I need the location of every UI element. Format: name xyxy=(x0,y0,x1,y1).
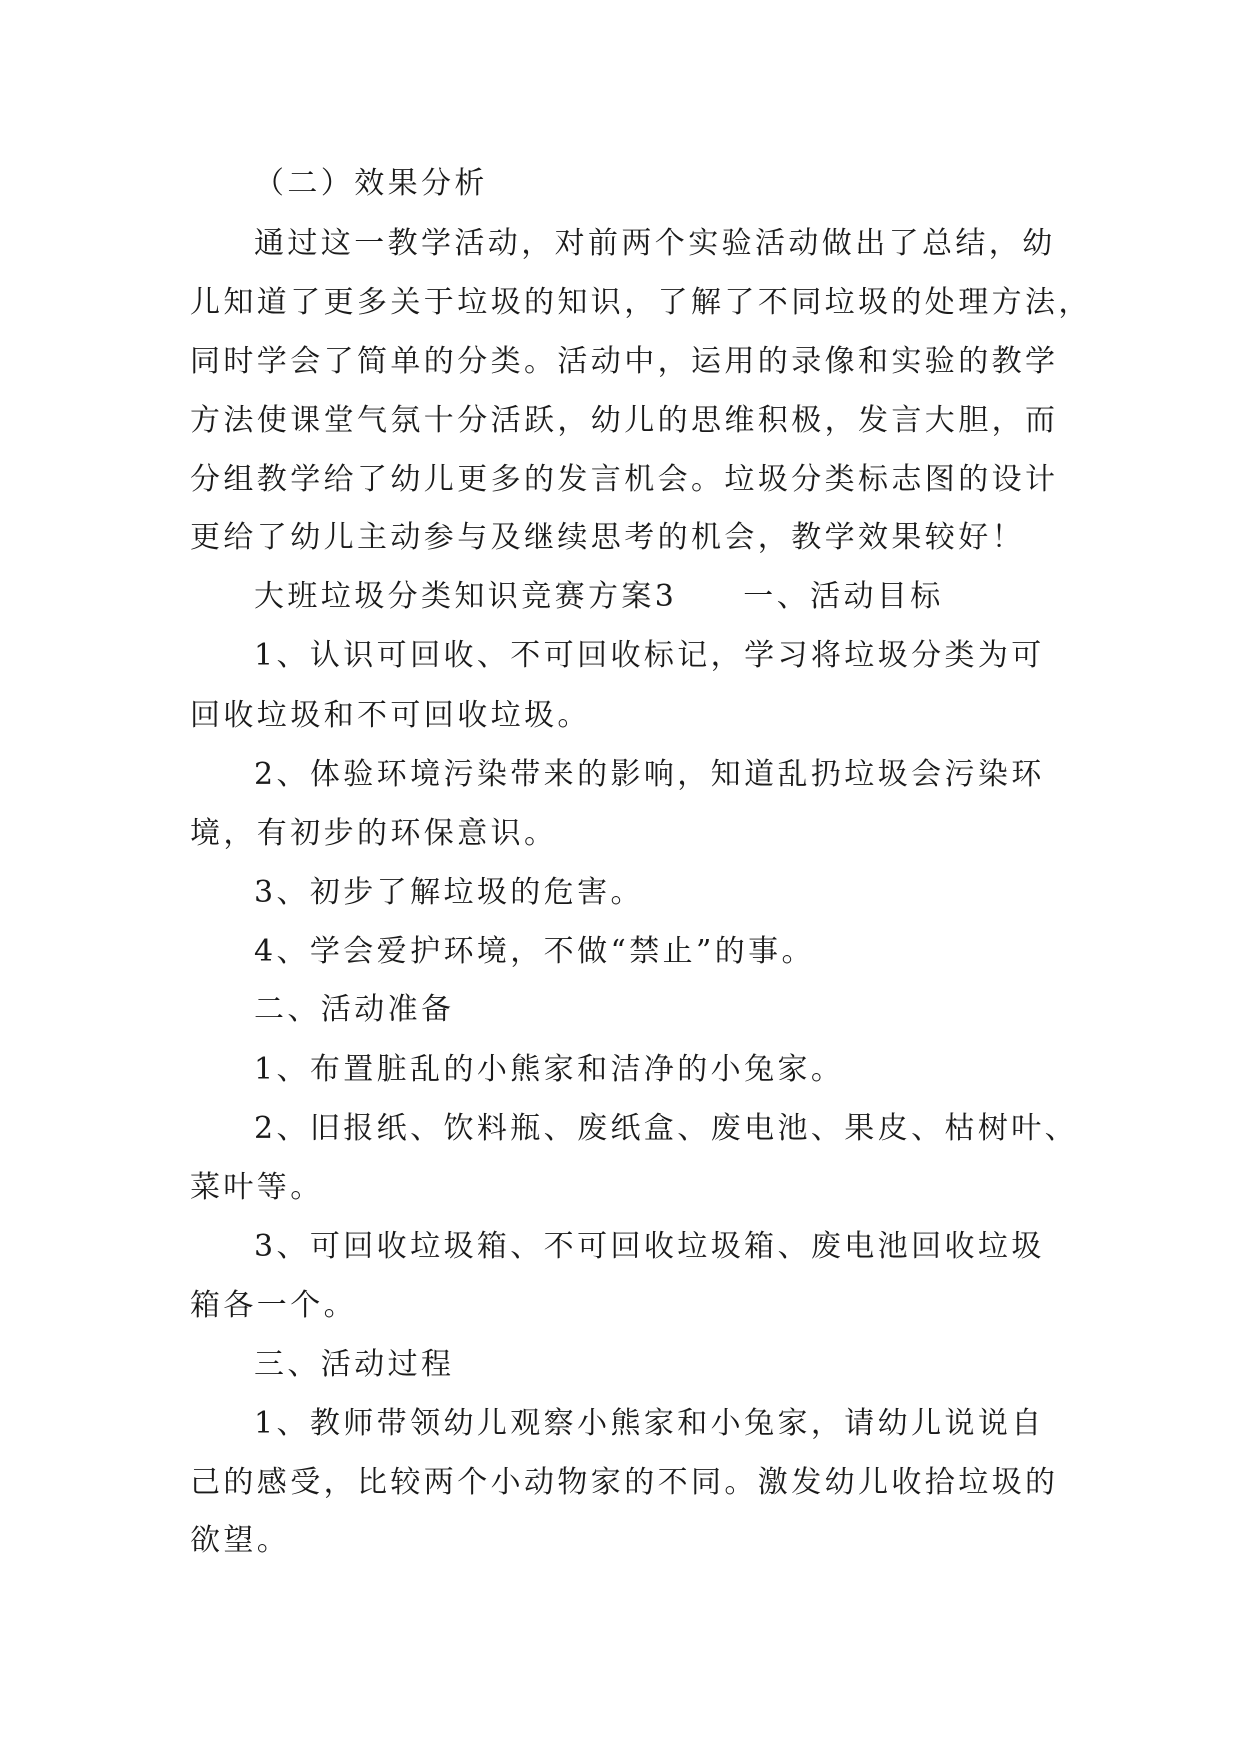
paragraph-line: 更给了幼儿主动参与及继续思考的机会，教学效果较好！ xyxy=(190,520,1025,555)
list-item-continued: 回收垃圾和不可回收垃圾。 xyxy=(190,698,591,733)
list-item: 1、教师带领幼儿观察小熊家和小兔家，请幼儿说说自 xyxy=(254,1406,1045,1441)
list-item: 2、旧报纸、饮料瓶、废纸盒、废电池、果皮、枯树叶、 xyxy=(254,1111,1079,1146)
list-item-continued: 欲望。 xyxy=(190,1523,291,1558)
paragraph-line: 同时学会了简单的分类。活动中，运用的录像和实验的教学 xyxy=(190,344,1059,379)
paragraph-line: 分组教学给了幼儿更多的发言机会。垃圾分类标志图的设计 xyxy=(190,462,1059,497)
list-item-continued: 菜叶等。 xyxy=(190,1170,324,1205)
list-item: 3、可回收垃圾箱、不可回收垃圾箱、废电池回收垃圾 xyxy=(254,1229,1045,1264)
list-item: 1、布置脏乱的小熊家和洁净的小兔家。 xyxy=(254,1052,845,1087)
plan-title-line xyxy=(254,577,944,617)
list-item: 1、认识可回收、不可回收标记，学习将垃圾分类为可 xyxy=(254,638,1045,673)
paragraph-line: 通过这一教学活动，对前两个实验活动做出了总结，幼 xyxy=(254,226,1056,261)
section-heading-process: 三、活动过程 xyxy=(254,1347,455,1382)
list-item: 2、体验环境污染带来的影响，知道乱扔垃圾会污染环 xyxy=(254,757,1045,792)
list-item-continued: 境，有初步的环保意识。 xyxy=(190,816,558,851)
list-item: 3、初步了解垃圾的危害。 xyxy=(254,875,644,910)
section-heading-effect-analysis: （二）效果分析 xyxy=(254,166,488,201)
paragraph-line: 方法使课堂气氛十分活跃，幼儿的思维积极，发言大胆，而 xyxy=(190,403,1059,438)
section-heading-preparation: 二、活动准备 xyxy=(254,992,455,1027)
paragraph-line: 儿知道了更多关于垃圾的知识，了解了不同垃圾的处理方法， xyxy=(190,285,1092,320)
list-item: 4、学会爱护环境，不做“禁止”的事。 xyxy=(254,934,815,969)
list-item-continued: 己的感受，比较两个小动物家的不同。激发幼儿收拾垃圾的 xyxy=(190,1465,1059,1500)
list-item-continued: 箱各一个。 xyxy=(190,1288,357,1323)
section-heading-goals: 一、活动目标 xyxy=(743,579,944,614)
plan-title: 大班垃圾分类知识竞赛方案3 xyxy=(254,579,678,614)
